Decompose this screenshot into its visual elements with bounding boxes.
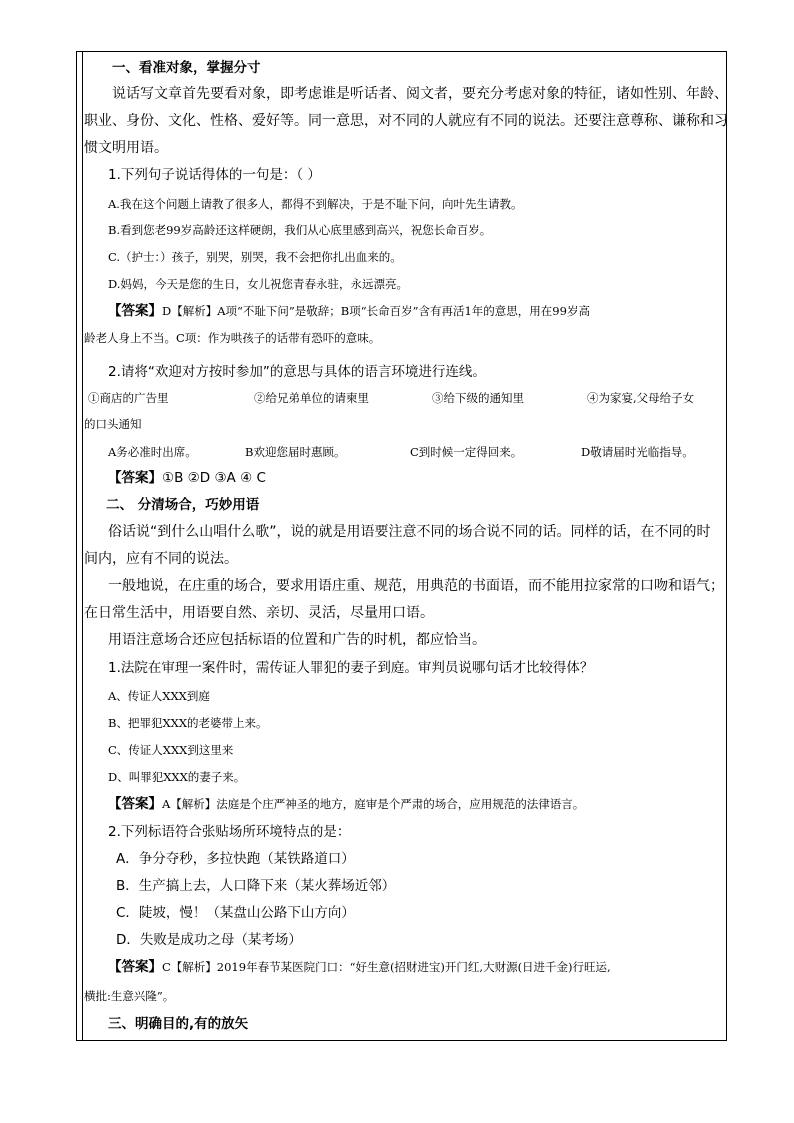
question-4-stem: 2.下列标语符合张贴场所环境特点的是：: [108, 824, 351, 840]
answer-2-text: ①B ②D ③A ④ C: [162, 470, 266, 486]
question-4-option-d: D．失败是成功之母（某考场）: [116, 932, 302, 948]
question-2-choice-b: B欢迎您届时惠顾。: [245, 445, 346, 459]
question-2-option: ②给兄弟单位的请柬里: [254, 391, 369, 405]
section-2-paragraph: 用语注意场合还应包括标语的位置和广告的时机，都应恰当。: [108, 632, 486, 648]
question-3-option-a: A、传证人XXX到庭: [108, 689, 210, 703]
question-1-stem: 1.下列句子说话得体的一句是：（ ）: [108, 167, 321, 183]
section-2-paragraph: 在日常生活中，用语要自然、亲切、灵活，尽量用口语。: [84, 605, 434, 621]
section-2-paragraph: 一般地说，在庄重的场合，要求用语庄重、规范，用典范的书面语，而不能用拉家常的口吻和语气；: [108, 578, 724, 594]
question-1-option-b: B.看到您老99岁高龄还这样硬朗，我们从心底里感到高兴，祝您长命百岁。: [108, 223, 492, 237]
question-3-option-c: C、传证人XXX到这里来: [108, 743, 234, 757]
answer-1-explanation: 龄老人身上不当。C项：作为哄孩子的话带有恐吓的意味。: [84, 331, 381, 345]
question-4-option-c: C．陡坡，慢！（某盘山公路下山方向）: [116, 905, 355, 921]
question-2-option: 的口头通知: [84, 417, 142, 431]
answer-tag: 【答案】: [108, 470, 162, 486]
question-2-choice-d: D敬请届时光临指导。: [581, 445, 694, 459]
question-1-option-d: D.妈妈，今天是您的生日，女儿祝您青春永驻，永远漂亮。: [108, 277, 408, 291]
question-1-option-c: C.（护士：）孩子，别哭，别哭，我不会把你扎出血来的。: [108, 250, 402, 264]
question-3-option-b: B、把罪犯XXX的老婆带上来。: [108, 716, 268, 730]
section-1-heading: 一、看准对象，掌握分寸: [112, 60, 261, 76]
question-1-option-a: A.我在这个问题上请教了很多人，都得不到解决，于是不耻下问，向叶先生请教。: [108, 197, 523, 211]
section-2-paragraph: 间内，应有不同的说法。: [84, 551, 238, 567]
section-3-heading: 三、明确目的,有的放矢: [108, 1016, 249, 1032]
answer-3-explanation: A【解析】法庭是个庄严神圣的地方，庭审是个严肃的场合，应用规范的法律语言。: [162, 797, 585, 811]
answer-4-explanation: 横批:生意兴隆”。: [84, 989, 175, 1003]
table-left-rule: [82, 52, 83, 1040]
answer-tag: 【答案】: [108, 303, 162, 319]
section-1-paragraph: 说话写文章首先要看对象，即考虑谁是听话者、阅文者，要充分考虑对象的特征，诸如性别、年龄、: [112, 86, 728, 102]
question-2-option: ①商店的广告里: [88, 391, 169, 405]
question-4-option-b: B．生产搞上去，人口降下来（某火葬场近邻）: [116, 878, 396, 894]
answer-tag: 【答案】: [108, 959, 162, 975]
answer-tag: 【答案】: [108, 796, 162, 812]
question-3-option-d: D、叫罪犯XXX的妻子来。: [108, 770, 246, 784]
section-1-paragraph: 职业、身份、文化、性格、爱好等。同一意思，对不同的人就应有不同的说法。还要注意尊称、谦称和习: [84, 113, 728, 129]
question-4-option-a: A．争分夺秒，多拉快跑（某铁路道口）: [116, 851, 355, 867]
question-2-stem: 2.请将“欢迎对方按时参加”的意思与具体的语言环境进行连线。: [108, 364, 486, 380]
section-2-heading: 二、 分清场合，巧妙用语: [106, 497, 260, 513]
section-2-paragraph: 俗话说“到什么山唱什么歌”，说的就是用语要注意不同的场合说不同的话。同样的话，在不同的时: [108, 524, 711, 540]
question-2-choice-c: C到时候一定得回来。: [410, 445, 523, 459]
question-3-stem: 1.法院在审理一案件时，需传证人罪犯的妻子到庭。审判员说哪句话才比较得体？: [108, 660, 594, 676]
answer-4-explanation: C【解析】2019年春节某医院门口：“好生意(招财进宝)开门红,大财源(日进千金)行旺运,: [162, 960, 611, 974]
section-1-paragraph: 惯文明用语。: [84, 140, 168, 156]
question-2-option: ④为家宴,父母给子女: [587, 391, 695, 405]
question-2-choice-a: A务必准时出席。: [108, 445, 197, 459]
answer-1-explanation: D【解析】A项“不耻下问”是敬辞；B项“长命百岁”含有再活1年的意思，用在99岁高: [162, 304, 590, 318]
question-2-option: ③给下级的通知里: [432, 391, 524, 405]
